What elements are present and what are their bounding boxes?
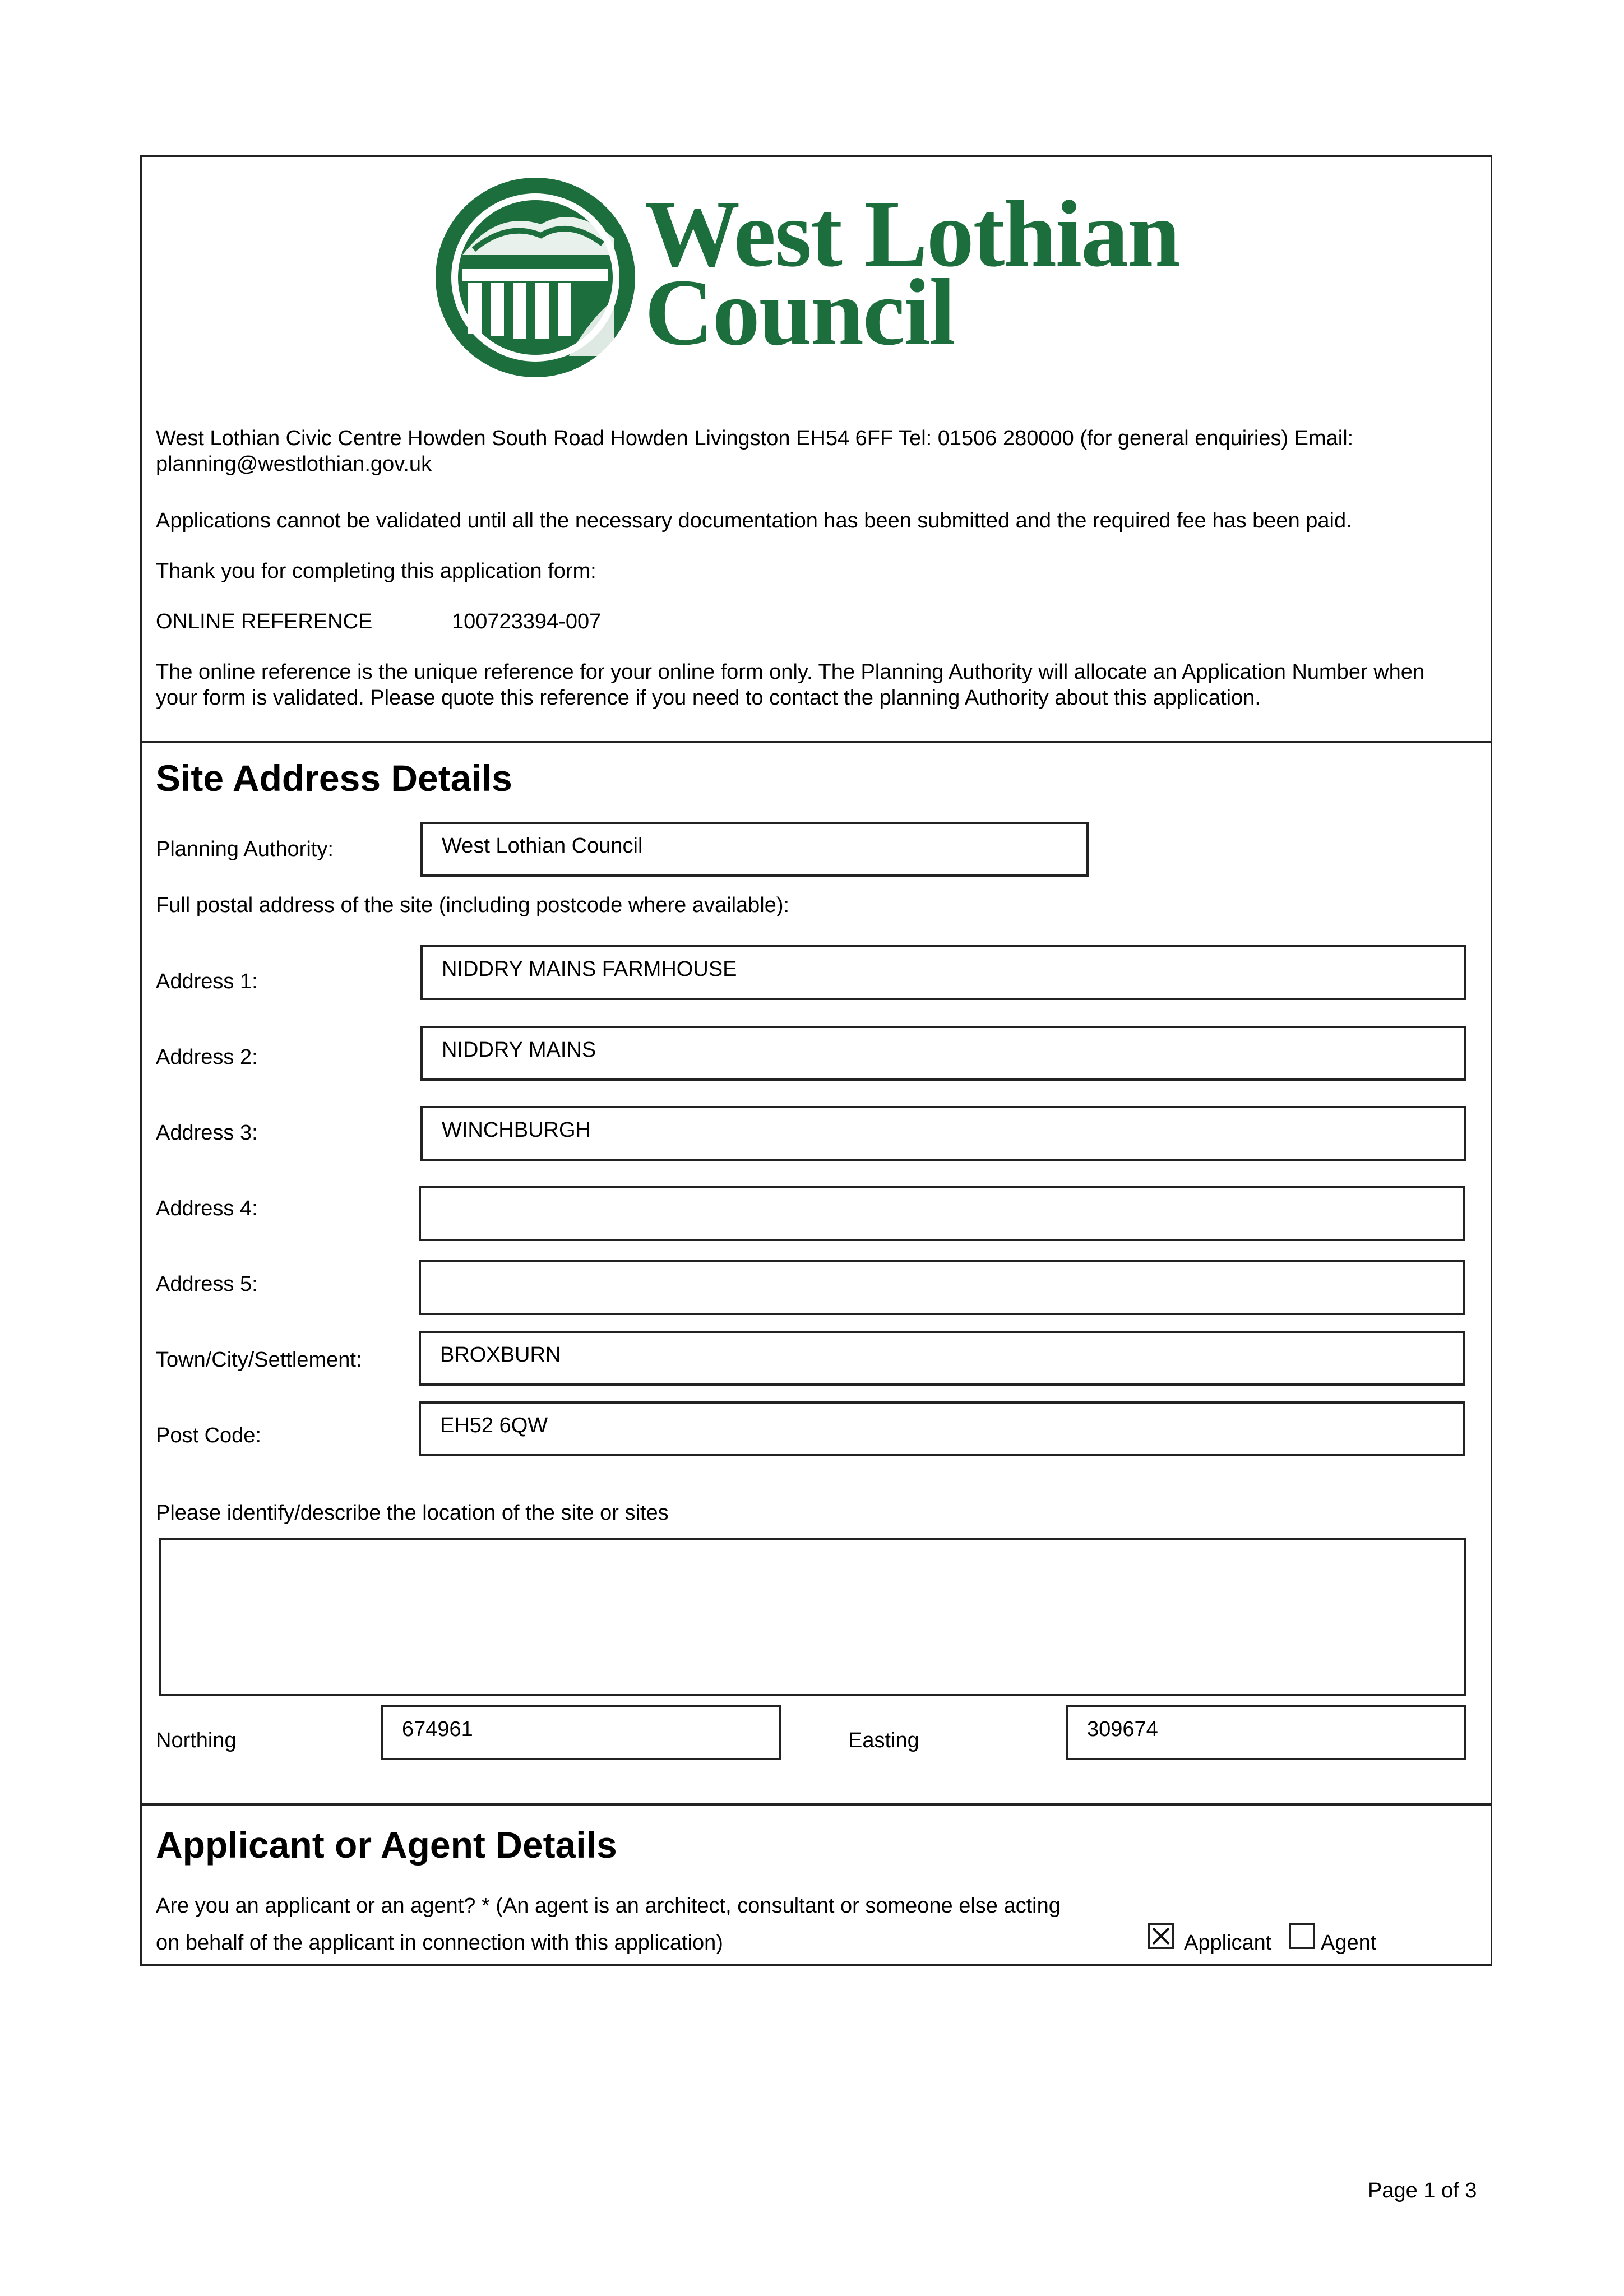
reference-value: 100723394-007 [452,610,602,633]
address-4-field[interactable] [419,1186,1465,1241]
address-1-label: Address 1: [156,970,258,993]
contact-email[interactable]: planning@westlothian.gov.uk [156,452,432,476]
postal-address-intro: Full postal address of the site (including postcode where available): [156,894,790,917]
northing-label: Northing [156,1729,237,1752]
site-section-title: Site Address Details [156,757,512,799]
agent-option-label[interactable]: Agent [1321,1931,1377,1955]
applicant-checkbox[interactable] [1148,1923,1174,1949]
address-4-label: Address 4: [156,1197,258,1220]
checked-x-icon [1150,1925,1172,1947]
postcode-field[interactable]: EH52 6QW [419,1401,1465,1456]
location-description-field[interactable] [159,1538,1466,1696]
agent-question-line-2: on behalf of the applicant in connection with this application) [156,1931,723,1955]
postcode-label: Post Code: [156,1424,261,1447]
validation-note: Applications cannot be validated until all the necessary documentation has been submitted and the required fee has been paid. [156,509,1352,533]
planning-authority-label: Planning Authority: [156,837,334,861]
address-2-field[interactable]: NIDDRY MAINS [420,1026,1466,1081]
address-3-field[interactable]: WINCHBURGH [420,1106,1466,1161]
easting-field[interactable]: 309674 [1066,1705,1466,1760]
page-number: Page 1 of 3 [1368,2179,1477,2202]
address-5-label: Address 5: [156,1272,258,1296]
reference-note-line-1: The online reference is the unique reference for your online form only. The Planning Authority will allocate an Application Number when [156,660,1425,684]
reference-label: ONLINE REFERENCE [156,610,373,633]
council-emblem-icon [429,171,642,384]
agent-checkbox[interactable] [1289,1923,1315,1949]
address-1-field[interactable]: NIDDRY MAINS FARMHOUSE [420,945,1466,1000]
easting-label: Easting [848,1729,919,1752]
planning-authority-field[interactable]: West Lothian Council [420,822,1089,877]
address-5-field[interactable] [419,1260,1465,1315]
thanks-note: Thank you for completing this application form: [156,559,596,583]
agent-section-title: Applicant or Agent Details [156,1824,617,1866]
logo-line-2: Council [645,260,955,365]
address-3-label: Address 3: [156,1121,258,1145]
contact-address: West Lothian Civic Centre Howden South Road Howden Livingston EH54 6FF Tel: 01506 280000 (for general enquiries) Email: [156,427,1354,450]
logo-line-1: West Lothian [645,181,1179,286]
town-label: Town/City/Settlement: [156,1348,362,1372]
agent-question-line-1: Are you an applicant or an agent? * (An agent is an architect, consultant or someone else acting [156,1894,1061,1918]
council-logo [429,171,1214,384]
northing-field[interactable]: 674961 [381,1705,781,1760]
location-prompt: Please identify/describe the location of the site or sites [156,1501,669,1525]
town-field[interactable]: BROXBURN [419,1331,1465,1386]
address-2-label: Address 2: [156,1045,258,1069]
reference-note-line-2: your form is validated. Please quote this reference if you need to contact the planning Authority about this application. [156,686,1261,710]
applicant-option-label[interactable]: Applicant [1184,1931,1272,1955]
